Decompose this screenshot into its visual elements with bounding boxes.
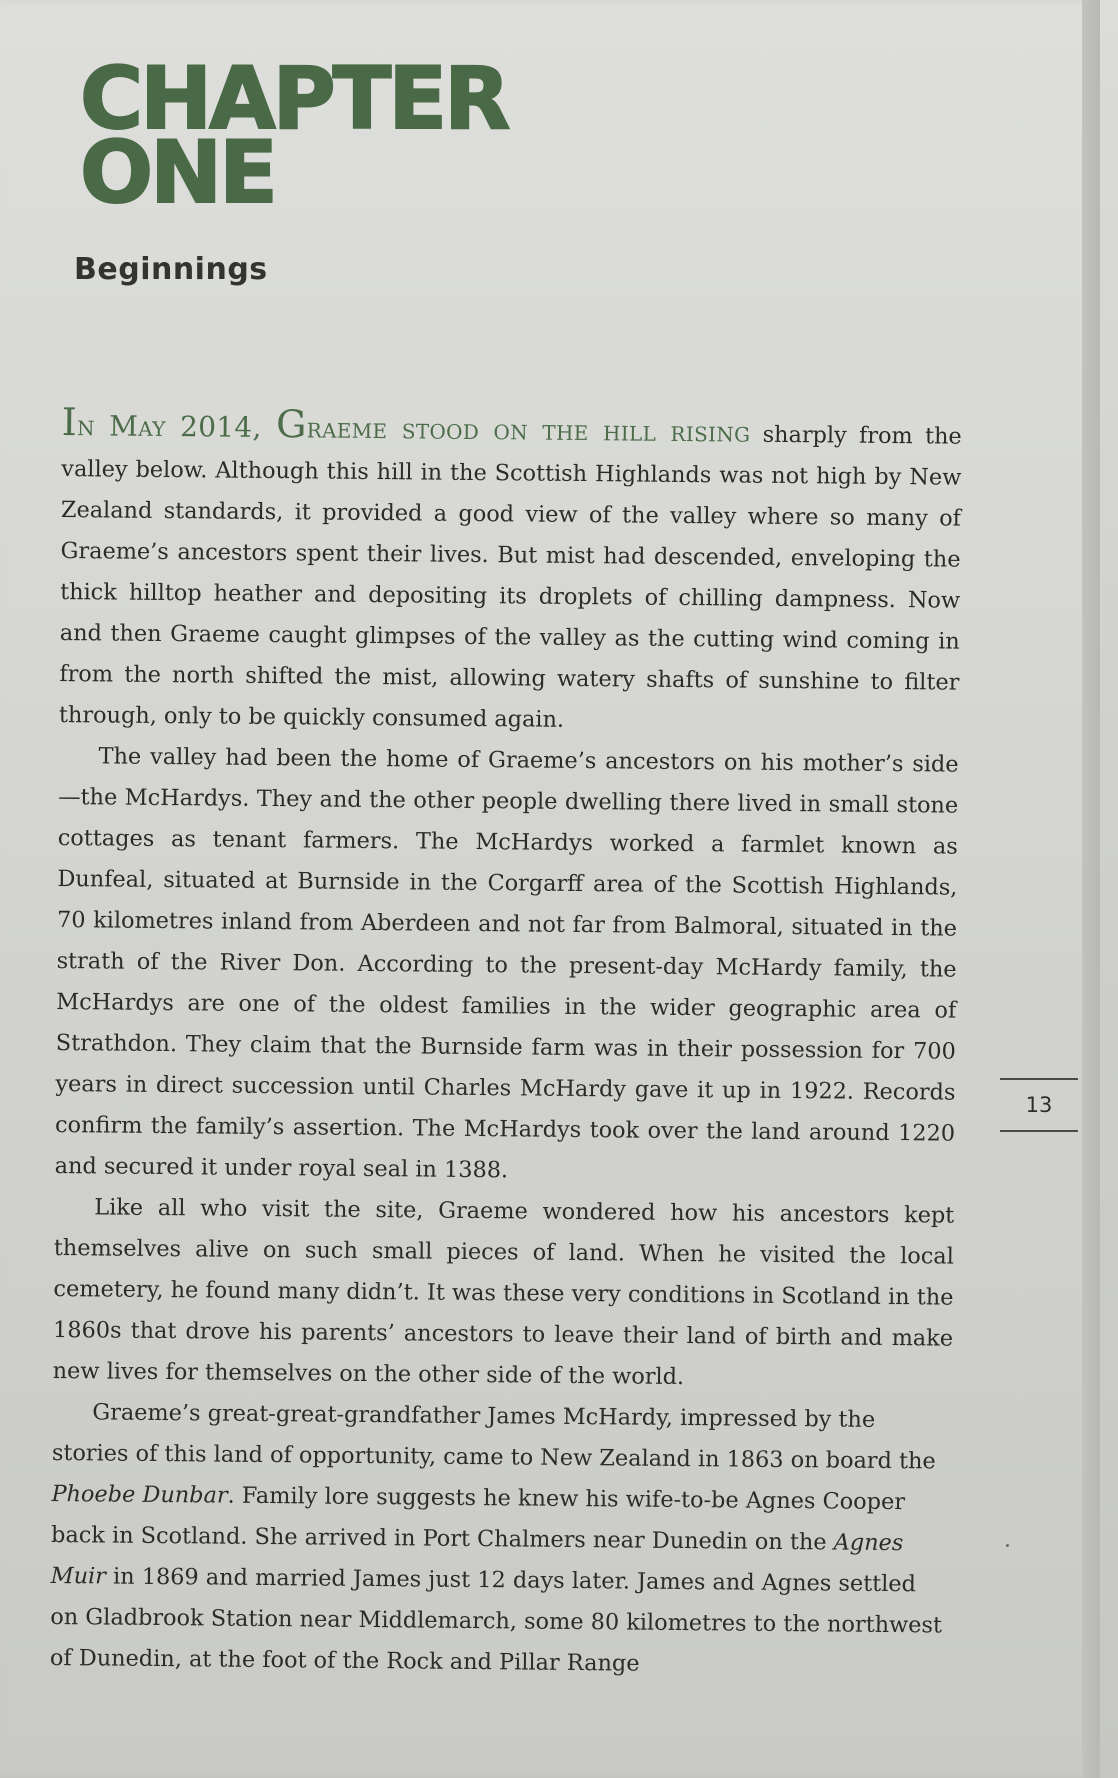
lead-text-rest: raeme stood on the hill rising — [306, 411, 751, 449]
chapter-body — [50, 402, 962, 1688]
chapter-number: ONE — [80, 123, 275, 223]
lead-capital-i: I — [61, 400, 78, 445]
page-number: 13 — [1000, 1078, 1078, 1132]
paragraph-4 — [50, 1392, 953, 1688]
paragraph-1 — [59, 402, 962, 745]
paper-speck — [1006, 1544, 1009, 1547]
ship-name-agnes-muir: Agnes Muir — [50, 1529, 904, 1590]
paragraph-4-part-1: Graeme’s great-great-grandfather James McHardy, impressed by the stories of this land of opportunity, came to New Zealand in 1863 on board the — [51, 1399, 936, 1475]
ship-name-phoebe-dunbar: Phoebe Dunbar — [51, 1480, 228, 1509]
paragraph-1-text: sharply from the valley below. Although this hill in the Scottish Highlands was not high by New Zealand standards, it provided a good view of the valley where so many of Graeme’s ancestors spent their lives. But mist had descended, enveloping the thick hilltop heather and depositing its droplets of chilling dampness. Now and then Graeme caught glimpses of the valley as the cutting wind coming in from the north shifted the mist, allowing watery shafts of sunshine to filter through, only to be quickly consumed again. — [58, 421, 962, 733]
paragraph-4-part-3: in 1869 and married James just 12 days later. James and Agnes settled on Gladbrook Station near Middlemarch, some 80 kilometres to the northwest of Dunedin, at the foot of the Rock and Pillar Range — [49, 1563, 943, 1677]
opening-small-caps — [61, 400, 751, 449]
chapter-label: CHAPTER — [80, 49, 508, 149]
page-edge — [1082, 0, 1100, 1778]
chapter-heading — [80, 49, 508, 223]
lead-text-may: n May 2014, — [76, 409, 277, 445]
chapter-title: Beginnings — [74, 252, 268, 287]
lead-capital-g: G — [275, 402, 307, 447]
paragraph-4-part-2: . Family lore suggests he knew his wife-to-be Agnes Cooper back in Scotland. She arrived in Port Chalmers near Dunedin on the — [50, 1482, 906, 1556]
paragraph-3: Like all who visit the site, Graeme wondered how his ancestors kept themselves alive on such small pieces of land. When he visited the local cemetery, he found many didn’t. It was these very conditions in Scotland in the 1860s that drove his parents’ ancestors to leave their land of birth and make new lives for themselves on the other side of the world. — [52, 1194, 955, 1391]
paragraph-2: The valley had been the home of Graeme’s ancestors on his mother’s side—the McHardys. They and the other people dwelling there lived in small stone cottages as tenant farmers. The McHardys worked a farmlet known as Dunfeal, situated at Burnside in the Corgarff area of the Scottish Highlands, 70 kilometres inland from Aberdeen and not far from Balmoral, situated in the strath of the River Don. According to the present-day McHardy family, the McHardys are one of the oldest families in the wider geographic area of Strathdon. They claim that the Burnside farm was in their possession for 700 years in direct succession until Charles McHardy gave it up in 1922. Records confirm the family’s assertion. The McHardys took over the land around 1220 and secured it under royal seal in 1388. — [54, 743, 959, 1184]
